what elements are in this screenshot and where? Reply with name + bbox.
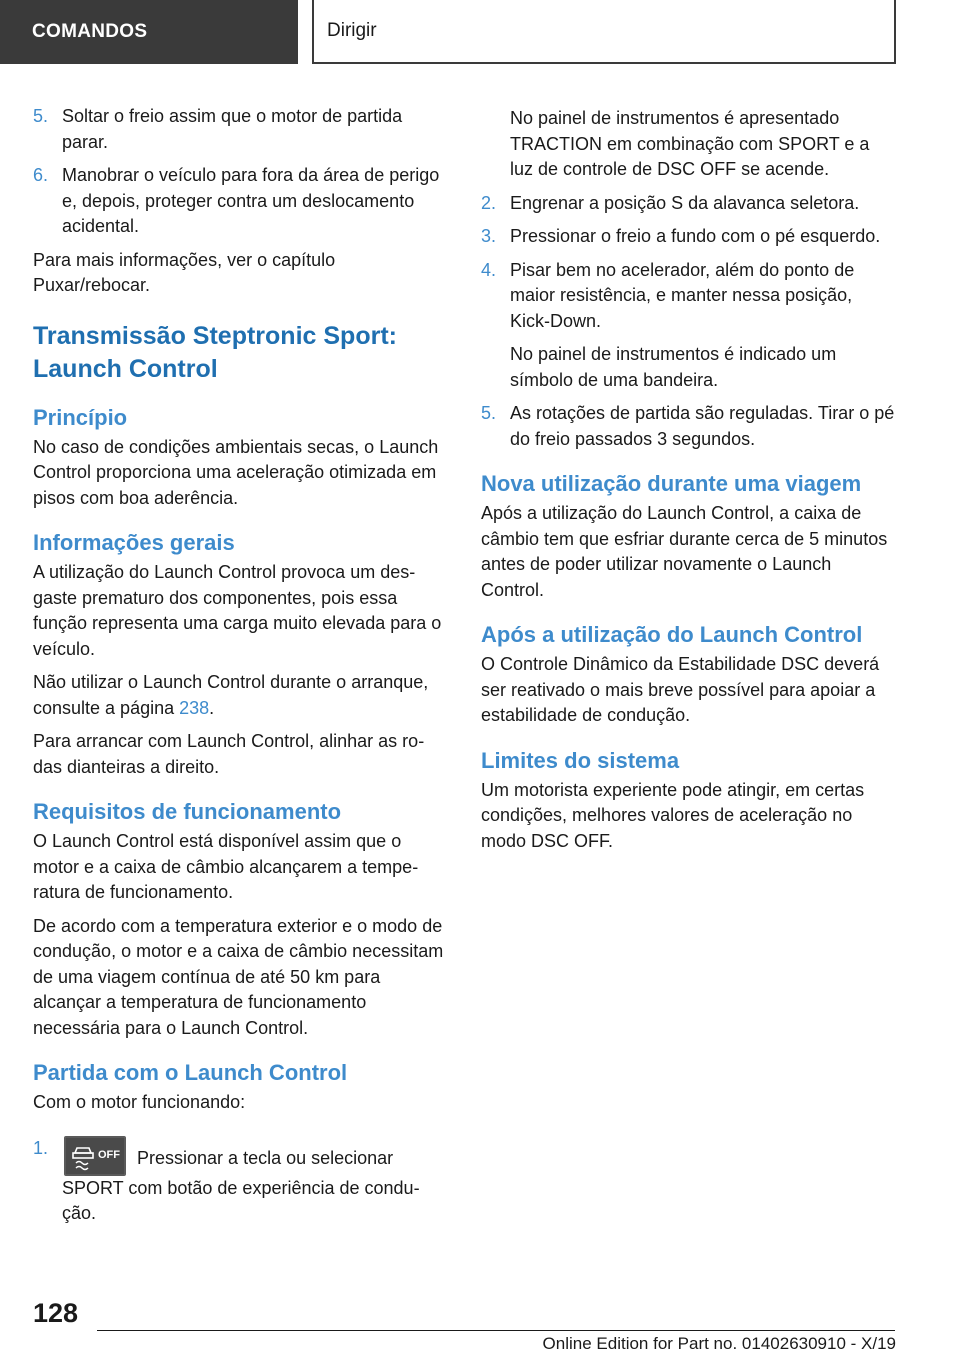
item-text: Engrenar a posição S da alavanca seletora. [510, 192, 860, 213]
item-text: As rotações de partida são reguladas. Tirar o pé do freio passados 3 segundos. [510, 403, 895, 449]
header-chapter: Dirigir [312, 0, 896, 64]
footer-edition: Online Edition for Part no. 01402630910 - X/19 [542, 1334, 896, 1353]
heading-limites: Limites do sistema [481, 747, 680, 773]
paragraph: O Launch Control está disponível assim que o motor e a caixa de câmbio alcançarem a temperatura de funcionamento. [33, 831, 419, 902]
paragraph: Após a utilização do Launch Control, a caixa de câmbio tem que esfriar durante cerca de 5 minutos antes de poder utilizar novamente o Launch Control. [481, 503, 888, 600]
item-text: Pressionar a tecla ou selecionar SPORT com botão de experiência de condução. [62, 1147, 420, 1223]
list-item [481, 401, 897, 452]
heading-requisitos: Requisitos de funcionamento [33, 799, 342, 824]
list-item [481, 191, 897, 217]
item-text: Pisar bem no acelerador, além do ponto de maior resistência, e manter nessa posição, Kick-Down. [510, 259, 855, 331]
footer-divider [97, 1330, 895, 1331]
paragraph: Com o motor funcionando: [33, 1092, 246, 1112]
paragraph: Para arrancar com Launch Control, alinhar as rodas dianteiras a direito. [33, 731, 425, 777]
header-section: COMANDOS [0, 0, 298, 64]
paragraph-text: . [209, 697, 215, 718]
paragraph: O Controle Dinâmico da Estabilidade DSC deverá ser reativado o mais breve possível para apoiar a estabilidade de condução. [481, 654, 880, 725]
item-text: Soltar o freio assim que o motor de partida parar. [62, 106, 403, 152]
heading-principio: Princípio [33, 404, 128, 430]
list-item [481, 258, 897, 335]
paragraph-text: Não utilizar o Launch Control durante o arranque, consulte a página [33, 672, 429, 718]
heading-apos: Após a utilização do Launch Control [481, 622, 863, 647]
paragraph [33, 670, 447, 721]
heading-nova: Nova utilização durante uma viagem [481, 471, 862, 496]
paragraph: No painel de instrumentos é apresentado TRACTION em combinação com SPORT e a luz de controle de DSC OFF se acende. [510, 108, 870, 179]
item-number: 5. [33, 106, 49, 126]
paragraph: No painel de instrumentos é indicado um símbolo de uma bandeira. [510, 344, 837, 390]
left-column [33, 104, 447, 1235]
item-number: 5. [481, 403, 497, 423]
dsc-off-button-icon [64, 1136, 126, 1176]
page-number: 128 [33, 1298, 79, 1328]
item-text: Pressionar o freio a fundo com o pé esquerdo. [510, 226, 881, 246]
list-item [33, 1136, 447, 1227]
list-item [481, 224, 897, 250]
info-paragraph: Para mais informações, ver o capítulo Puxar/rebocar. [33, 249, 336, 295]
paragraph: Um motorista experiente pode atingir, em certas condições, melhores valores de aceleração no modo DSC OFF. [481, 779, 865, 851]
paragraph: No caso de condições ambientais secas, o Launch Control proporciona uma aceleração otimizada em pisos com boa aderência. [33, 436, 439, 508]
item-number: 2. [481, 192, 497, 213]
item-number: 3. [481, 226, 497, 246]
right-column [481, 106, 897, 862]
heading-gerais: Informações gerais [33, 530, 235, 555]
page-link[interactable]: 238 [179, 697, 210, 718]
paragraph: A utilização do Launch Control provoca um desgaste prematuro dos componentes, pois essa função representa uma carga muito elevada para o veículo. [33, 562, 442, 659]
heading-partida: Partida com o Launch Control [33, 1060, 348, 1085]
item-number: 6. [33, 165, 49, 185]
icon-off-label: OFF [98, 1148, 120, 1161]
item-number: 1. [33, 1137, 49, 1158]
list-item [33, 104, 447, 155]
section-title: Transmissão Steptronic Sport: Launch Control [33, 321, 397, 383]
list-item [33, 163, 447, 240]
paragraph: De acordo com a temperatura exterior e o modo de condução, o motor e a caixa de câmbio necessitam de uma viagem contínua de até 50 km para alcançar a temperatura de funcionamento necessária para o Launch Control. [33, 915, 444, 1038]
item-number: 4. [481, 259, 497, 280]
item-text: Manobrar o veículo para fora da área de perigo e, depois, proteger contra um deslocamento acidental. [62, 165, 440, 236]
